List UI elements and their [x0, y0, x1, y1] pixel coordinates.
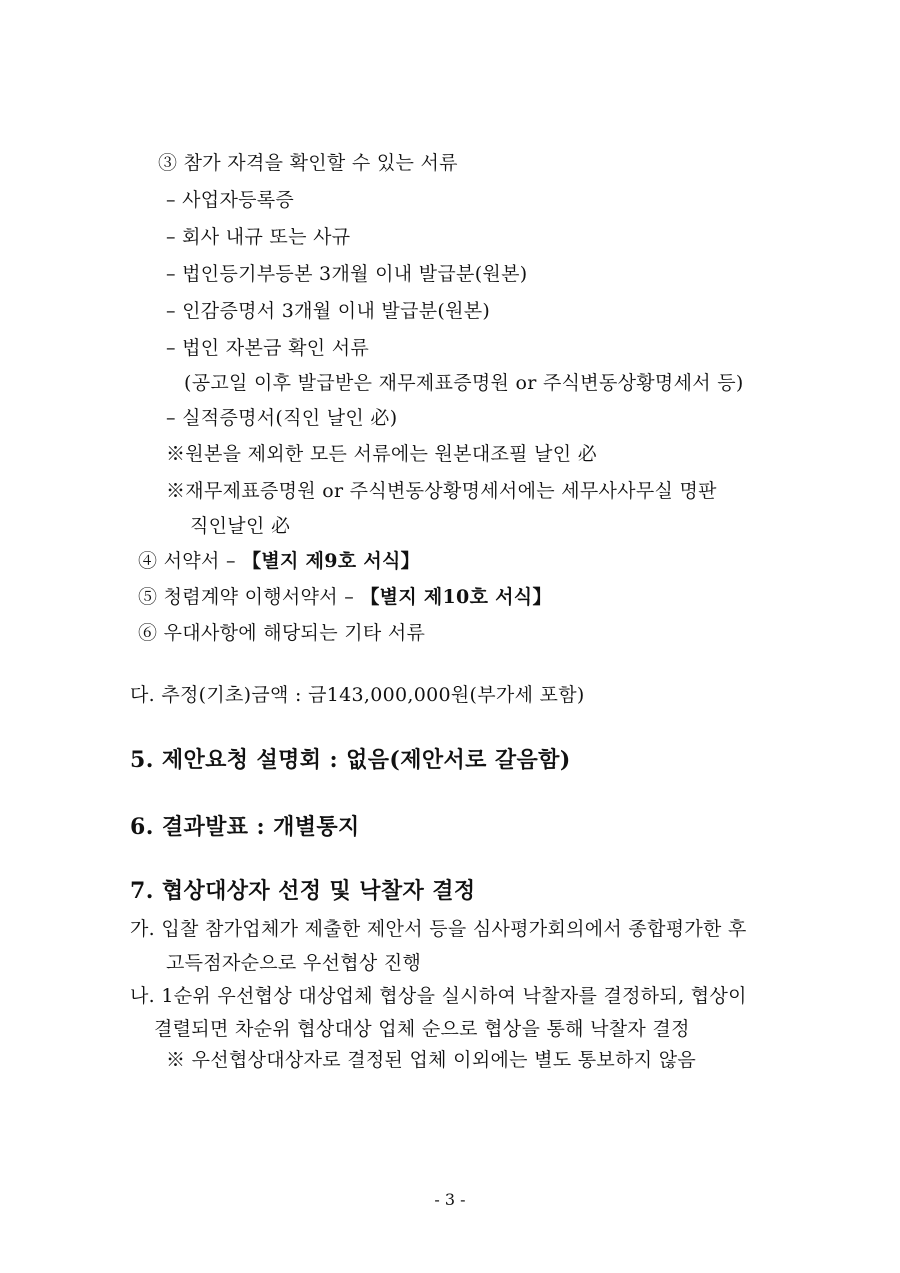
item3-title: ③ 참가 자격을 확인할 수 있는 서류 — [158, 152, 458, 174]
page-number: - 3 - — [434, 1190, 466, 1209]
section7-b-line1: 나. 1순위 우선협상 대상업체 협상을 실시하여 낙찰자를 결정하되, 협상이 — [130, 985, 747, 1007]
doc-performance-certificate: – 실적증명서(직인 날인 必) — [166, 407, 398, 429]
doc-corporate-registry: – 법인등기부등본 3개월 이내 발급분(원본) — [166, 263, 528, 285]
note-original-copy: ※원본을 제외한 모든 서류에는 원본대조필 날인 必 — [166, 443, 598, 465]
estimated-amount: 다. 추정(기초)금액 : 금143,000,000원(부가세 포함) — [130, 684, 585, 706]
section6-heading: 6. 결과발표 : 개별통지 — [130, 814, 360, 840]
doc-capital-proof: – 법인 자본금 확인 서류 — [166, 337, 370, 359]
doc-business-registration: – 사업자등록증 — [166, 189, 295, 211]
section5-heading: 5. 제안요청 설명회 : 없음(제안서로 갈음함) — [130, 747, 571, 773]
doc-seal-certificate: – 인감증명서 3개월 이내 발급분(원본) — [166, 300, 491, 322]
item5-label: ⑤ 청렴계약 이행서약서 – — [138, 586, 361, 608]
section7-note: ※ 우선협상대상자로 결정된 업체 이외에는 별도 통보하지 않음 — [166, 1049, 697, 1071]
section7-a-line2: 고득점자순으로 우선협상 진행 — [166, 952, 422, 974]
section7-a-line1: 가. 입찰 참가업체가 제출한 제안서 등을 심사평가회의에서 종합평가한 후 — [130, 918, 747, 940]
item5-integrity-pledge — [138, 584, 552, 610]
doc-company-rules: – 회사 내규 또는 사규 — [166, 226, 351, 248]
capital-proof-note: (공고일 이후 발급받은 재무제표증명원 or 주식변동상황명세서 등) — [184, 372, 744, 394]
item4-label: ④ 서약서 – — [138, 550, 243, 572]
section7-heading: 7. 협상대상자 선정 및 낙찰자 결정 — [130, 878, 476, 904]
item4-form: 【별지 제9호 서식】 — [242, 550, 420, 572]
item4-pledge — [138, 548, 420, 574]
note-tax-office-line1: ※재무제표증명원 or 주식변동상황명세서에는 세무사사무실 명판 — [166, 480, 717, 502]
item5-form: 【별지 제10호 서식】 — [360, 586, 552, 608]
section7-b-line2: 결렬되면 차순위 협상대상 업체 순으로 협상을 통해 낙찰자 결정 — [154, 1018, 690, 1040]
item6-other-docs: ⑥ 우대사항에 해당되는 기타 서류 — [138, 622, 426, 644]
note-tax-office-line2: 직인날인 必 — [190, 515, 291, 537]
